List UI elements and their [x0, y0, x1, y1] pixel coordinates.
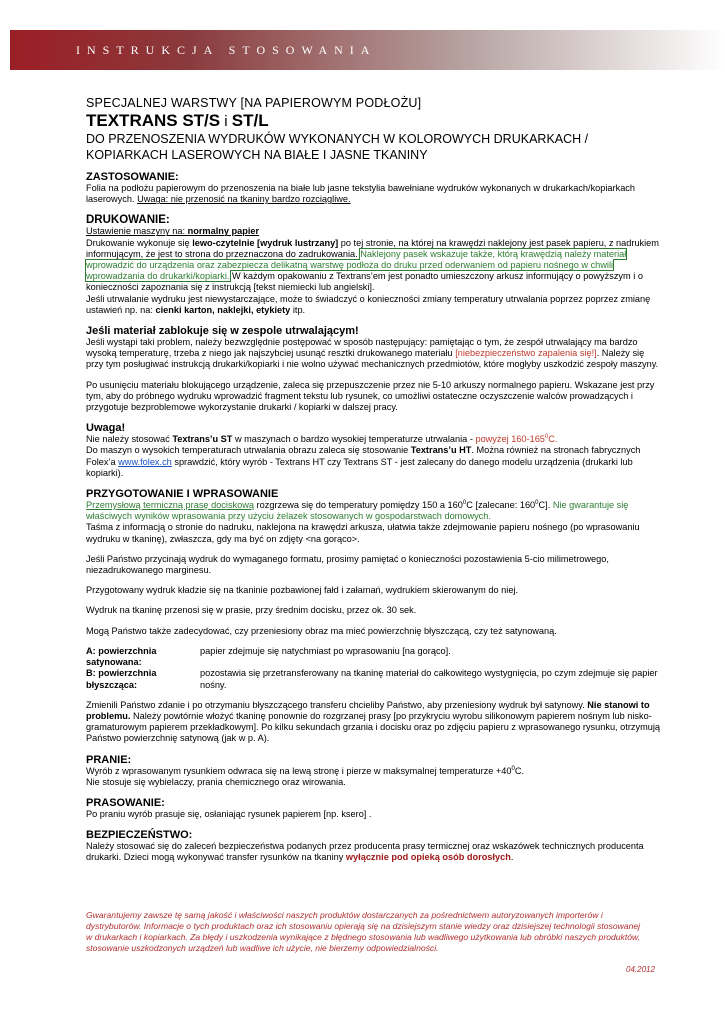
product-b: ST/L — [231, 111, 269, 130]
uwaga-temperature: powyżej $160-165^0C$. — [475, 434, 558, 445]
przygotowanie-text: Przemysłową termiczną prasę dociskową rozgrzewa się do temperatury pomiędzy 150 a $160^0C$ [zalecane: $160^0C$]. Nie gwarantuje się właściwych wyników wprasowania przy użyciu żelazek stosowanych w gospodarstwach domowych. — [86, 500, 629, 522]
product-a: TEXTRANS ST/S — [86, 111, 221, 130]
section-bezpieczenstwo-heading: BEZPIECZEŃSTWO: — [86, 829, 193, 842]
uwaga-text-2: Do maszyn o wysokich temperaturach utrwalania obrazu zaleca się stosowanie Textrans’u HT. Można również na stronach fabrycznych Folex’a www.folex.ch sprawdzić, który wyrób - Textrans HT czy Textrans ST - jest zalecany do danego modelu urządzenia (drukarki lub kopiarki). — [86, 445, 641, 478]
section-blokada-heading: Jeśli materiał zablokuje się w zespole utrwalającym! — [86, 325, 359, 338]
subtitle-line1: SPECJALNEJ WARSTWY [NA PAPIEROWYM PODŁOŻU] — [86, 96, 422, 110]
zastosowanie-text: Folia na podłożu papierowym do przenoszenia na białe lub jasne tekstylia bawełniane wydruków wykonanych w drukarkach/kopiarkach laserowych. Uwaga: nie przenosić na tkaniny bardzo rozciągliwe. — [86, 183, 636, 205]
option-a: A: powierzchnia satynowana: papier zdejmuje się natychmiast po wprasowaniu [na gorąco]. — [86, 645, 451, 668]
przygotowanie-text-2: Taśma z informacją o stronie do nadruku, naklejona na krawędzi arkusza, ułatwia także zdejmowanie papieru nośnego (po wprasowaniu wydruku w tkaninę), zwłaszcza, gdy ma być on zdjęty <na gorąco>. — [86, 522, 640, 544]
drukowanie-text: Drukowanie wykonuje się lewo-czytelnie [wydruk lustrzany] po tej stronie, na której na krawędzi naklejony jest pasek papieru, z nadrukiem informującym, że jest to strona do przeznaczona do zadrukowania. Naklejony pasek wskazuje także, którą krawędzią należy materiał wprowadzić do urządzenia oraz zabezpiecza delikatną warstwę podłoża do druku przed oderwaniem od papieru nośnego w chwili wprowadzania do drukarki/kopiarki. W każdym opakowaniu z Textrans’em jest ponadto umieszczony arkusz informujący o powyższym i o konieczności zapoznania się z instrukcją [tekst niemiecki lub angielski]. — [86, 237, 659, 293]
przygotowanie-note: Nie gwarantuje się właściwych wyników wprasowania przy użyciu żelazek stosowanych w gospodarstwach domowych. — [86, 500, 629, 522]
section-prasowanie-heading: PRASOWANIE: — [86, 796, 165, 809]
document-date: 04.2012 — [626, 965, 655, 974]
prasowanie-text: Po praniu wyrób prasuje się, osłaniając rysunek papierem [np. ksero] . — [86, 808, 372, 819]
blokada-text-2: Po usunięciu materiału blokującego urządzenie, zaleca się przepuszczenie przez nie 5-10 arkuszy normalnego papieru. Wskazane jest przy tym, aby do próbnego wydruku wprowadzić fragment tekstu lub rysunek, co umożliwi ostateczne oczyszczenie walców prowadzących i przygotuje bezproblemowe wykorzystanie drukarki / kopiarki w dalszej pracy. — [86, 379, 655, 413]
blokada-danger: [niebezpieczeństwo zapalenia się!] — [455, 348, 597, 359]
drukowanie-setting: Ustawienie maszyny na: normalny papier — [86, 226, 260, 237]
section-uwaga-heading: Uwaga! — [86, 422, 126, 435]
przygotowanie-text-7: Zmienili Państwo zdanie i po otrzymaniu błyszczącego transferu chcieliby Państwo, aby przeniesiony wydruk był satynowy. Nie stanowi to problemu. Należy powtórnie włożyć tkaninę ponownie do rozgrzanej prasy [po przykryciu wyrobu silikonowym papierem nośnym lub nisko-gramaturowym papierem przekładkowym]. Po kilku sekundach grzania i docisku oraz po zdjęciu papieru z wprasowanego rysunku, otrzymują Państwo powierzchnię satynową (jak w p. A). — [86, 699, 660, 744]
footer-disclaimer: Gwarantujemy zawsze tę samą jakość i właściwości naszych produktów dostarczanych za pośrednictwem autoryzowanych importerów i dystrybutorów. Informacje o tych produktach oraz ich stosowaniu opierają się na dzisiejszym stanie wiedzy oraz dzisiejszej technologii stosowanej w drukarkach i kopiarkach. Za błędy i uszkodzenia wynikające z błędnego stosowania lub wadliwego użytkowania lub obróbki naszych produktów, stosowanie uszkodzonych urządzeń lub wadliwe ich użycie, nie bierzemy odpowiedzialności. — [86, 910, 641, 953]
przygotowanie-text-4: Przygotowany wydruk kładzie się na tkaninie pozbawionej fałd i załamań, wydrukiem skierowanym do niej. — [86, 585, 519, 596]
header-banner — [10, 30, 725, 70]
pranie-text: Wyrób z wprasowanym rysunkiem odwraca się na lewą stronę i pierze w maksymalnej temperaturze $+40^0C$. — [86, 765, 525, 776]
uwaga-text: Nie należy stosować Textrans’u ST w maszynach o bardzo wysokiej temperaturze utrwalania - powyżej $160-165^0C$. — [86, 434, 558, 445]
product-title — [86, 111, 660, 131]
folex-link[interactable]: www.folex.ch — [118, 456, 172, 467]
section-pranie-heading: PRANIE: — [86, 753, 132, 766]
drukowanie-highlight: Naklejony pasek wskazuje także, którą krawędzią należy materiał wprowadzić do urządzenia oraz zabezpiecza delikatną warstwę podłoża do druku przed oderwaniem od papieru nośnego w chwili wprowadzania do drukarki/kopiarki. — [86, 248, 627, 282]
title-conj: i — [220, 113, 232, 130]
drukowanie-fixing-text: Jeśli utrwalanie wydruku jest niewystarczające, może to świadczyć o konieczności zmiany temperatury utrwalania poprzez poprzez zmianę ustawień np. na: cienki karton, naklejki, etykiety itp. — [86, 293, 651, 315]
przygotowanie-text-3: Jeśli Państwo przycinają wydruk do wymaganego formatu, prosimy pamiętać o konieczności pozostawienia 5-cio milimetrowego, niezadrukowanego marginesu. — [86, 553, 609, 576]
option-b: B: powierzchnia błyszcząca: pozostawia się przetransferowany na tkaninę materiał do całkowitego wystygnięcia, po czym zdejmuje się papier nośny. — [86, 668, 658, 690]
pranie-text-2: Nie stosuje się wybielaczy, prania chemicznego oraz wirowania. — [86, 776, 346, 787]
subtitle-line3: DO PRZENOSZENIA WYDRUKÓW WYKONANYCH W KOLOROWYCH DRUKARKACH / KOPIARKACH LASEROWYCH NA BIAŁE I JASNE TKANINY — [86, 132, 589, 162]
zastosowanie-warning: Uwaga: nie przenosić na tkaniny bardzo rozciągliwe. — [137, 194, 351, 205]
bezpieczenstwo-text: Należy stosować się do zaleceń bezpieczeństwa podanych przez producenta prasy termicznej oraz wskazówek technicznych producenta drukarki. Dzieci mogą wykonywać transfer rysunków na tkaniny wyłącznie pod opieką osób dorosłych. — [86, 841, 644, 863]
section-zastosowanie-heading: ZASTOSOWANIE: — [86, 171, 179, 183]
przygotowanie-text-6: Mogą Państwo także zadecydować, czy przeniesiony obraz ma mieć powierzchnię błyszczącą, czy też satynowaną. — [86, 625, 557, 636]
header-label: INSTRUKCJA STOSOWANIA — [76, 43, 377, 57]
blokada-text: Jeśli wystąpi taki problem, należy bezwzględnie postępować w sposób następujący: pamiętając o tym, że zespół utrwalający ma bardzo wysoką temperaturę, trzeba z niego jak najszybciej usunąć resztki drukowanego materiału [niebezpieczeństwo zapalenia się!]. Należy się przy tym posługiwać instrukcją drukarki/kopiarki i nie wolno używać mechanicznych przedmiotów, które mogłyby uszkodzić zespoły maszyny. — [86, 337, 659, 370]
section-przygotowanie-heading: PRZYGOTOWANIE I WPRASOWANIE — [86, 488, 279, 501]
document-body — [86, 96, 660, 864]
section-drukowanie-heading: DRUKOWANIE: — [86, 214, 170, 227]
przygotowanie-text-5: Wydruk na tkaninę przenosi się w prasie, przy średnim docisku, przez ok. 30 sek. — [86, 605, 417, 616]
